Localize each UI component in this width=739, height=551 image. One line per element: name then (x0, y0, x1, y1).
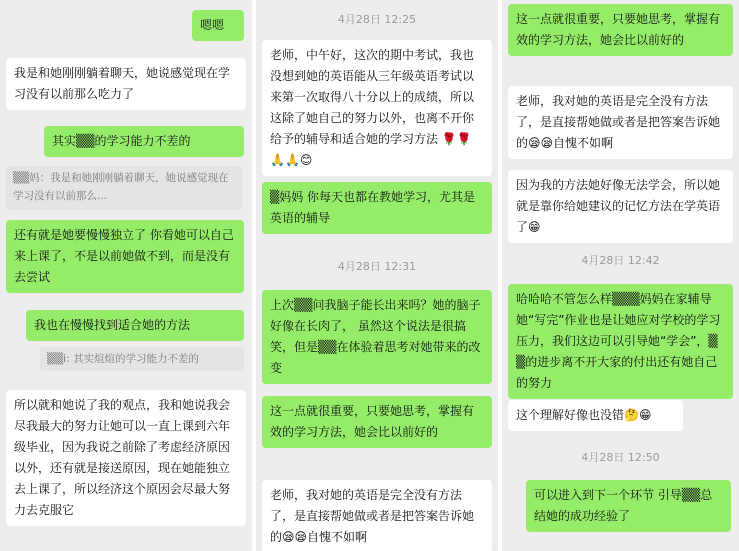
quoted-reply[interactable]: ▒▒妈：我是和她刚刚躺着聊天，她说感觉现在学习没有以前那么... (6, 166, 242, 210)
message-bubble-outgoing[interactable]: 这一点就很重要，只要她思考，掌握有效的学习方法，她会比以前好的 (262, 396, 492, 448)
message-bubble-incoming[interactable]: 所以就和她说了我的观点，我和她说我会尽我最大的努力让她可以一直上课到六年级毕业，因为我说之前除了考虑经济原因以外，还有就是接送原因，现在她能独立去上课了，所以经济这个原因会尽最大努力去克服它 (6, 390, 246, 526)
timestamp: 4月28日 12:31 (337, 260, 417, 273)
message-bubble-outgoing[interactable]: 这一点就很重要，只要她思考，掌握有效的学习方法，她会比以前好的 (508, 4, 733, 56)
quoted-reply[interactable]: ▒▒i: 其实煊煊的学习能力不差的 (40, 347, 244, 371)
message-bubble-outgoing[interactable]: 上次▒▒问我脑子能长出来吗？她的脑子好像在长肉了， 虽然这个说法是很搞笑，但是▒▒在体验着思考对她带来的改变 (262, 290, 492, 384)
message-bubble-incoming[interactable]: 我是和她刚刚躺着聊天，她说感觉现在学习没有以前那么吃力了 (6, 58, 246, 110)
message-bubble-outgoing[interactable]: ▒妈妈 你每天也都在教她学习，尤其是英语的辅导 (262, 182, 492, 234)
chat-panel-right (502, 0, 739, 551)
timestamp: 4月28日 12:25 (337, 13, 417, 26)
chat-panel-left (0, 0, 252, 551)
message-bubble-incoming[interactable]: 老师，我对她的英语是完全没有方法了，是直接帮她做或者是把答案告诉她的😪😪自愧不如啊 (508, 86, 733, 159)
message-bubble-outgoing[interactable]: 哈哈哈不管怎么样▒▒▒妈妈在家辅导她“写完”作业也是让她应对学校的学习压力，我们这边可以引导她“学会”，▒▒的进步离不开大家的付出还有她自己的努力 (508, 284, 733, 399)
timestamp: 4月28日 12:50 (581, 451, 660, 464)
message-bubble-outgoing[interactable]: 其实▒▒的学习能力不差的 (44, 126, 244, 157)
flower-emoji-row: 🌹🌹🙏🙏😊 (270, 132, 472, 167)
timestamp: 4月28日 12:42 (581, 254, 660, 267)
chat-panel-middle (256, 0, 498, 551)
message-bubble-incoming[interactable] (262, 40, 492, 176)
message-text: 老师，中午好，这次的期中考试，我也没想到她的英语能从三年级英语考试以来第一次取得八十分以上的成绩，所以这除了她自己的努力以外，也离不开你给予的辅导和适合她的学习方法 (270, 48, 475, 146)
message-bubble-incoming[interactable]: 老师，我对她的英语是完全没有方法了，是直接帮她做或者是把答案告诉她的😪😪自愧不如啊 (262, 480, 492, 551)
message-bubble-incoming[interactable]: 因为我的方法她好像无法学会，所以她就是靠你给她建议的记忆方法在学英语了😁 (508, 170, 733, 243)
message-bubble-outgoing[interactable]: 嗯嗯 (192, 10, 244, 41)
message-bubble-incoming[interactable]: 这个理解好像也没错🤔😁 (508, 400, 683, 431)
message-bubble-outgoing[interactable]: 我也在慢慢找到适合她的方法 (26, 310, 244, 341)
message-bubble-outgoing[interactable]: 还有就是她要慢慢独立了 你看她可以自己来上课了，不是以前她做不到，而是没有去尝试 (6, 220, 244, 293)
message-bubble-outgoing[interactable]: 可以进入到下一个环节 引导▒▒总结她的成功经验了 (526, 480, 731, 532)
